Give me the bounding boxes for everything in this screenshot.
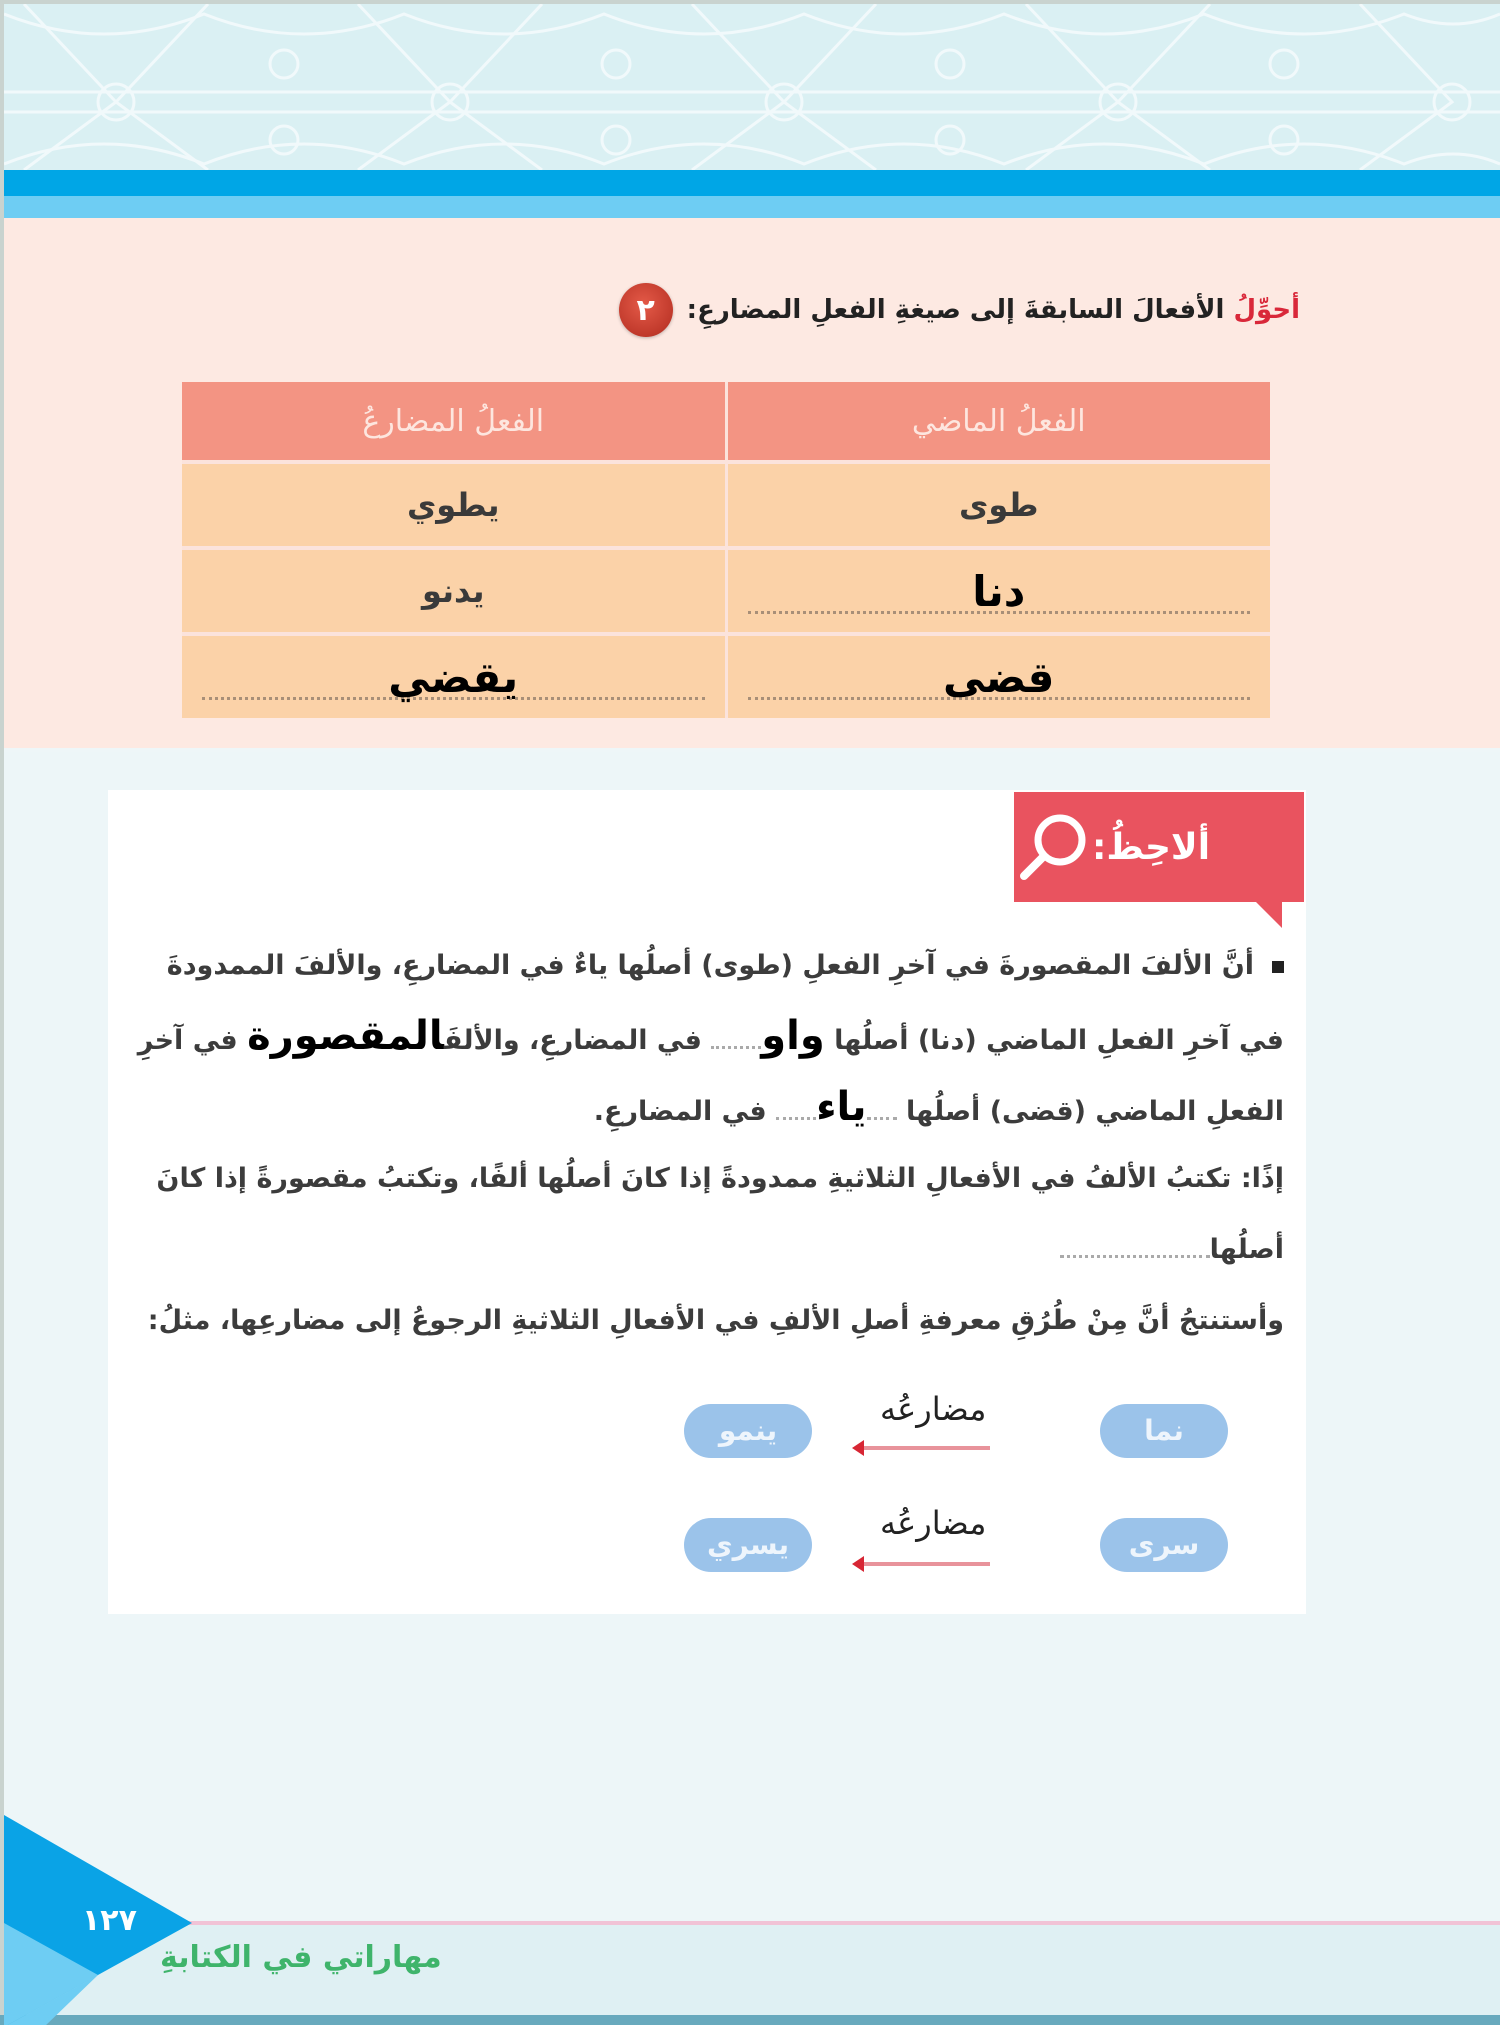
filled-answer[interactable]: ياء bbox=[816, 1084, 867, 1130]
header-stripe-light bbox=[4, 196, 1500, 218]
table-row bbox=[182, 462, 1270, 548]
header-past-verb: الفعلُ الماضي bbox=[726, 382, 1270, 462]
exercise-number-badge: ٢ bbox=[619, 283, 673, 337]
notice-text: في المضارعِ. bbox=[593, 1096, 767, 1127]
magnifier-icon bbox=[1014, 808, 1092, 886]
past-cell-answer[interactable] bbox=[726, 634, 1270, 718]
notice-text: أنَّ الألفَ المقصورةَ في آخرِ الفعلِ (طوى) أصلُها ياءٌ في المضارعِ، والألفَ الممدودةَ bbox=[166, 950, 1254, 981]
present-verb: يدنو bbox=[421, 572, 485, 610]
past-cell-answer[interactable] bbox=[726, 548, 1270, 634]
notice-line-3 bbox=[112, 1072, 1284, 1143]
filled-answer[interactable]: واو bbox=[761, 1013, 825, 1059]
example-present-pill: ينمو bbox=[684, 1404, 812, 1458]
notice-body bbox=[112, 930, 1284, 1356]
table-row bbox=[182, 634, 1270, 718]
header-stripe-dark bbox=[4, 170, 1500, 196]
notice-title-tag bbox=[1014, 792, 1304, 902]
past-verb: طوى bbox=[958, 486, 1039, 524]
filled-answer[interactable]: المقصورة bbox=[247, 1013, 444, 1059]
notice-text: أصلُها bbox=[1209, 1234, 1284, 1265]
example-present-pill: يسري bbox=[684, 1518, 812, 1572]
book-title: مهاراتي في الكتابةِ bbox=[160, 1940, 442, 1975]
blank-dotted[interactable] bbox=[1060, 1245, 1210, 1258]
notice-text: وأستنتجُ أنَّ مِنْ طُرُقِ معرفةِ أصلِ الألفِ في الأفعالِ الثلاثيةِ الرجوعُ إلى مضارعِها، مثلُ: bbox=[147, 1305, 1284, 1336]
instruction-verb: أحوِّلُ bbox=[1233, 295, 1300, 325]
example-past-pill: سرى bbox=[1100, 1518, 1228, 1572]
present-cell bbox=[182, 462, 726, 548]
instruction-text: الأفعالَ السابقةَ إلى صيغةِ الفعلِ المضارعِ: bbox=[686, 295, 1225, 325]
header-present-verb: الفعلُ المضارعُ bbox=[182, 382, 726, 462]
notice-line-5 bbox=[112, 1214, 1284, 1285]
example-past-pill: نما bbox=[1100, 1404, 1228, 1458]
present-verb-answer: يقضي bbox=[388, 652, 519, 702]
decorative-pattern-header bbox=[4, 4, 1500, 170]
bullet-icon bbox=[1272, 961, 1284, 973]
example-label: مضارعُه bbox=[880, 1390, 987, 1428]
past-cell bbox=[726, 462, 1270, 548]
past-verb-answer: قضى bbox=[943, 652, 1055, 702]
present-cell-answer[interactable] bbox=[182, 634, 726, 718]
geometric-pattern bbox=[4, 4, 1500, 170]
arrow-left-icon bbox=[860, 1446, 990, 1450]
arrow-left-icon bbox=[860, 1562, 990, 1566]
blank-dotted bbox=[711, 1036, 761, 1049]
present-verb: يطوي bbox=[406, 486, 500, 524]
examples-block bbox=[660, 1390, 1260, 1590]
verbs-table bbox=[182, 382, 1270, 718]
footer-bottom-strip bbox=[0, 2015, 1500, 2025]
page-number: ١٢٧ bbox=[82, 1903, 137, 1938]
notice-text: إذًا: تكتبُ الألفُ في الأفعالِ الثلاثيةِ ممدودةً إذا كانَ أصلُها ألفًا، وتكتبُ مقصورةً إذا كانَ bbox=[156, 1163, 1284, 1194]
notice-text: في المضارعِ، والألفَ bbox=[443, 1025, 702, 1056]
notice-line-1 bbox=[112, 930, 1284, 1001]
blank-dotted bbox=[776, 1107, 816, 1120]
example-label: مضارعُه bbox=[880, 1504, 987, 1542]
notice-title: ألاحِظُ: bbox=[1092, 826, 1211, 868]
notice-text: في آخرِ الفعلِ الماضي (دنا) أصلُها bbox=[834, 1025, 1284, 1056]
blank-dotted bbox=[867, 1107, 897, 1120]
notice-text: الفعلِ الماضي (قضى) أصلُها bbox=[905, 1096, 1284, 1127]
exercise-header bbox=[619, 280, 1300, 340]
table-header-row bbox=[182, 382, 1270, 462]
notice-line-2 bbox=[112, 1001, 1284, 1072]
notice-line-6 bbox=[112, 1285, 1284, 1356]
exercise-instruction bbox=[687, 295, 1300, 325]
table-row bbox=[182, 548, 1270, 634]
notice-line-4 bbox=[112, 1143, 1284, 1214]
notice-text: في آخرِ bbox=[137, 1025, 238, 1056]
past-verb-answer: دنا bbox=[972, 566, 1026, 616]
present-cell bbox=[182, 548, 726, 634]
